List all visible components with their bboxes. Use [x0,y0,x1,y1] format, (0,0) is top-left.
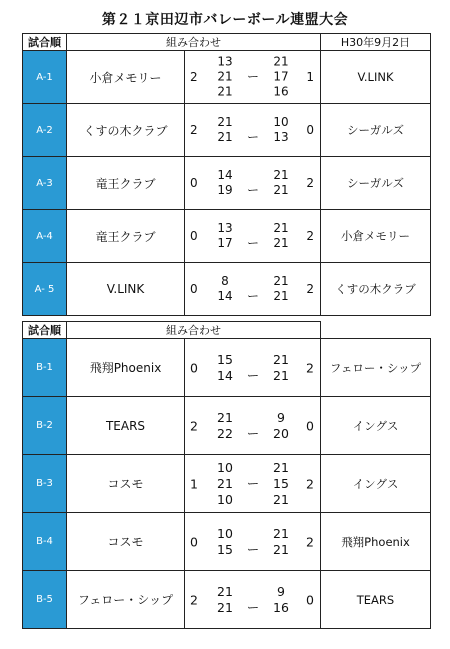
header-date: H30年9月2日 [321,34,431,51]
set-row [185,85,320,100]
set-score-left: 22 [217,425,233,441]
score-dash: ー [246,236,259,250]
table-b [22,321,431,629]
set-score-left: 21 [217,475,233,491]
set-score-left: 13 [217,54,233,69]
set-scores [185,221,320,251]
set-score-left: 10 [217,525,233,541]
team-right: シーガルズ [321,104,431,157]
set-row [185,221,320,236]
set-row [185,130,320,145]
set-scores [185,352,320,384]
set-row [185,600,320,616]
table-row [23,157,431,210]
score-dash: ー [246,289,259,303]
set-score-right: 17 [273,69,289,84]
team-right: イングス [321,397,431,455]
team-left: くすの木クラブ [67,104,185,157]
set-score-left: 21 [217,599,233,615]
header-blank [321,322,431,339]
table-row [23,513,431,571]
set-score-right: 10 [273,115,289,129]
score-dash: ー [246,425,260,441]
score-cell [185,104,321,157]
set-row [185,542,320,558]
table-row [23,210,431,263]
score-cell [185,51,321,104]
sets-won-right: 2 [306,534,314,549]
team-left: フェロー・シップ [67,571,185,629]
sets-won-right: 2 [306,476,314,491]
set-scores [185,460,320,508]
team-left: コスモ [67,513,185,571]
set-score-left: 14 [217,168,233,182]
set-score-left: 19 [217,183,233,197]
team-right: TEARS [321,571,431,629]
page-title: 第２１京田辺市バレーボール連盟大会 [101,12,349,28]
sets-won-right: 1 [306,70,314,84]
score-cell [185,210,321,263]
team-left: 竜王クラブ [67,210,185,263]
sets-won-right: 2 [306,282,314,296]
score-cell [185,263,321,316]
match-code: B-3 [23,455,67,513]
score-cell [185,339,321,397]
header-code: 試合順 [23,34,67,51]
header-match: 組み合わせ [67,322,321,339]
set-score-left: 10 [217,491,233,507]
table-row [23,104,431,157]
header-code: 試合順 [23,322,67,339]
set-row [185,289,320,304]
team-left: 竜王クラブ [67,157,185,210]
sets-won-left: 2 [190,123,198,137]
set-row [185,352,320,368]
set-row [185,584,320,600]
set-score-right: 21 [273,221,289,235]
match-code: B-4 [23,513,67,571]
table-row [23,339,431,397]
header-match: 組み合わせ [67,34,321,51]
sets-won-left: 0 [190,360,198,375]
set-score-right: 13 [273,130,289,144]
set-score-left: 10 [217,459,233,475]
table-row [23,51,431,104]
set-scores [185,55,320,100]
team-right: 飛翔Phoenix [321,513,431,571]
match-code: A- 5 [23,263,67,316]
set-score-left: 15 [217,351,233,367]
match-code: A-2 [23,104,67,157]
set-score-left: 17 [217,236,233,250]
set-row [185,526,320,542]
set-score-right: 21 [273,351,289,367]
set-score-right: 20 [273,425,289,441]
set-row [185,183,320,198]
set-score-left: 21 [217,84,233,99]
set-row [185,476,320,492]
table-row [23,263,431,316]
team-left: 小倉メモリー [67,51,185,104]
set-score-right: 16 [273,84,289,99]
score-cell [185,397,321,455]
score-cell [185,455,321,513]
team-right: シーガルズ [321,157,431,210]
score-cell [185,157,321,210]
score-dash: ー [246,367,260,383]
set-row [185,115,320,130]
set-scores [185,526,320,558]
team-right: 小倉メモリー [321,210,431,263]
score-dash: ー [246,69,259,84]
score-dash: ー [246,475,260,491]
match-code: A-1 [23,51,67,104]
set-score-right: 21 [273,236,289,250]
sets-won-left: 0 [190,229,198,243]
sets-won-left: 0 [190,534,198,549]
set-row [185,426,320,442]
set-score-right: 16 [273,599,289,615]
team-right: イングス [321,455,431,513]
match-code: B-2 [23,397,67,455]
set-score-left: 15 [217,541,233,557]
set-score-right: 9 [277,409,285,425]
table-row [23,571,431,629]
set-row [185,70,320,85]
set-score-left: 21 [217,409,233,425]
set-score-right: 21 [273,168,289,182]
set-row [185,460,320,476]
sets-won-left: 0 [190,176,198,190]
sets-won-right: 2 [306,360,314,375]
set-score-left: 21 [217,130,233,144]
table-a [22,33,431,316]
match-code: B-1 [23,339,67,397]
sets-won-right: 2 [306,229,314,243]
sets-won-right: 0 [306,418,314,433]
set-score-left: 14 [217,289,233,303]
team-left: コスモ [67,455,185,513]
set-score-right: 21 [273,289,289,303]
set-score-right: 21 [273,491,289,507]
match-code: B-5 [23,571,67,629]
team-left: TEARS [67,397,185,455]
set-row [185,236,320,251]
set-score-right: 21 [273,183,289,197]
table-row [23,397,431,455]
set-score-right: 9 [277,583,285,599]
table-b-header [23,322,431,339]
set-row [185,168,320,183]
match-code: A-4 [23,210,67,263]
team-right: フェロー・シップ [321,339,431,397]
set-scores [185,410,320,442]
set-scores [185,168,320,198]
set-score-left: 21 [217,69,233,84]
set-row [185,410,320,426]
score-dash: ー [246,599,260,615]
set-score-right: 15 [273,475,289,491]
score-cell [185,513,321,571]
set-score-left: 21 [217,115,233,129]
set-score-right: 21 [273,459,289,475]
match-code: A-3 [23,157,67,210]
sets-won-left: 2 [190,70,198,84]
sets-won-right: 0 [306,123,314,137]
sets-won-right: 2 [306,176,314,190]
score-dash: ー [246,130,259,144]
score-cell [185,571,321,629]
team-right: くすの木クラブ [321,263,431,316]
sets-won-left: 2 [190,592,198,607]
set-score-right: 21 [273,367,289,383]
set-row [185,55,320,70]
score-dash: ー [246,541,260,557]
set-scores [185,584,320,616]
sets-won-left: 2 [190,418,198,433]
set-score-left: 21 [217,583,233,599]
set-score-right: 21 [273,274,289,288]
sets-won-left: 1 [190,476,198,491]
set-row [185,274,320,289]
set-scores [185,115,320,145]
set-row [185,492,320,508]
sets-won-left: 0 [190,282,198,296]
sets-won-right: 0 [306,592,314,607]
set-score-left: 13 [217,221,233,235]
set-score-right: 21 [273,54,289,69]
set-scores [185,274,320,304]
team-left: V.LINK [67,263,185,316]
set-score-left: 8 [221,274,229,288]
team-right: V.LINK [321,51,431,104]
set-score-right: 21 [273,525,289,541]
score-dash: ー [246,183,259,197]
set-row [185,368,320,384]
set-score-left: 14 [217,367,233,383]
set-score-right: 21 [273,541,289,557]
team-left: 飛翔Phoenix [67,339,185,397]
table-a-header [23,34,431,51]
table-row [23,455,431,513]
